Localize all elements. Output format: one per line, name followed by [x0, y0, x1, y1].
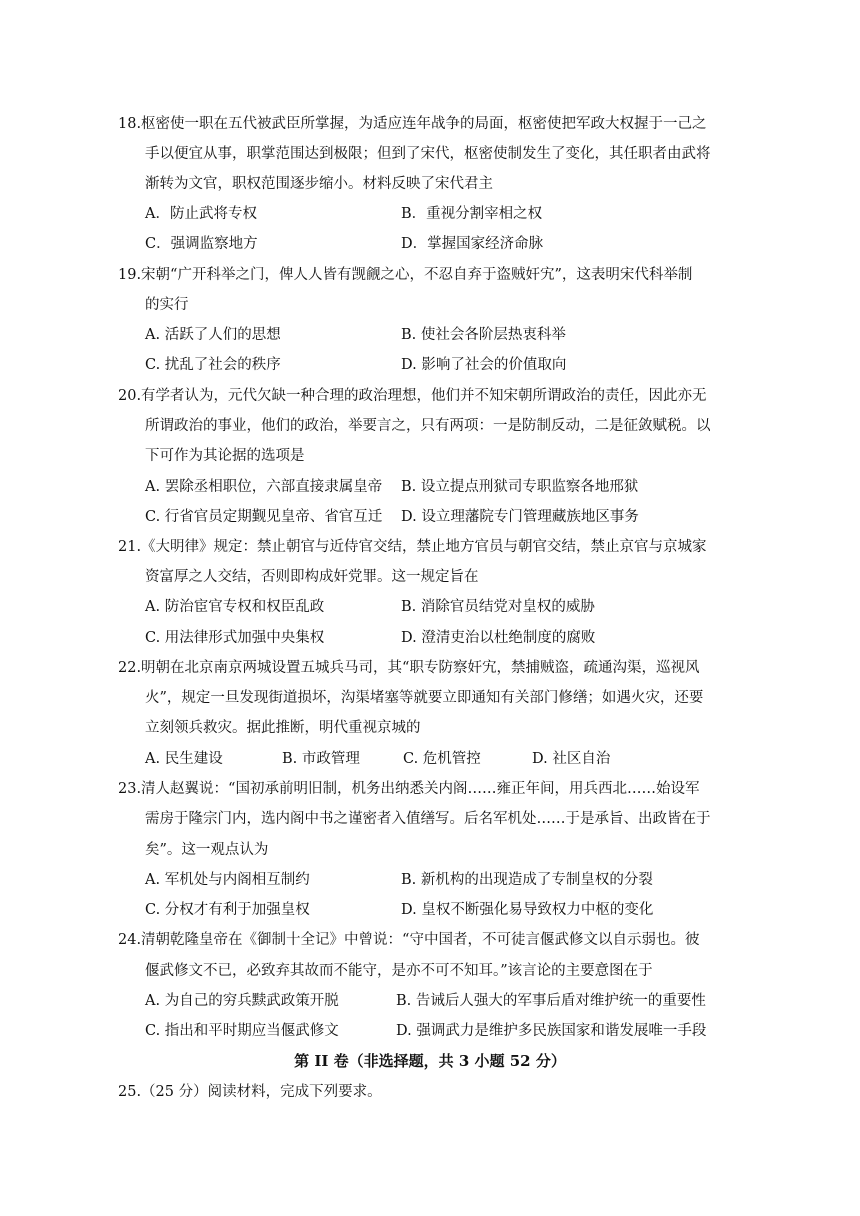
- option-c: C. 用法律形式加强中央集权: [145, 630, 325, 646]
- question-stem: 偃武修文不已，必致弃其故而不能守，是亦不可不知耳。”该言论的主要意图在于: [145, 963, 653, 979]
- option-a: A. 民生建设: [145, 751, 223, 767]
- option-c: C. 指出和平时期应当偃武修文: [145, 1023, 339, 1039]
- question-stem: 渐转为文官，职权范围逐步缩小。材料反映了宋代君主: [145, 176, 493, 192]
- question-stem: 20.有学者认为，元代欠缺一种合理的政治理想，他们并不知宋朝所谓政治的责任，因此亦无: [118, 388, 707, 404]
- option-a: A．防止武将专权: [145, 206, 257, 222]
- option-c: C. 扰乱了社会的秩序: [145, 357, 281, 373]
- question-stem: 24.清朝乾隆皇帝在《御制十全记》中曾说：“守中国者，不可徒言偃武修文以自示弱也。彼: [118, 932, 700, 948]
- question-stem: 23.清人赵翼说：“国初承前明旧制，机务出纳悉关内阁……雍正年间，用兵西北……始设军: [118, 781, 700, 797]
- question-stem: 19.宋朝“广开科举之门，俾人人皆有觊觎之心，不忍自弃于盗贼奸宄”，这表明宋代科举制: [118, 267, 693, 283]
- option-b: B. 设立提点刑狱司专职监察各地邢狱: [401, 479, 639, 495]
- question-stem: 所谓政治的事业，他们的政治，举要言之，只有两项：一是防制反动，二是征敛赋税。以: [145, 418, 711, 434]
- option-b: B. 使社会各阶层热衷科举: [401, 327, 566, 343]
- question-25: 25.（25 分）阅读材料，完成下列要求。: [118, 1084, 382, 1100]
- question-stem: 22.明朝在北京南京两城设置五城兵马司，其“职专防察奸宄，禁捕贼盗，疏通沟渠，巡视风: [118, 660, 700, 676]
- question-stem: 需房于隆宗门内，选内阁中书之谨密者入值缮写。后名军机处……于是承旨、出政皆在于: [145, 811, 711, 827]
- option-a: A. 罢除丞相职位，六部直接隶属皇帝: [145, 479, 383, 495]
- section-title: 第 II 卷（非选择题，共 3 小题 52 分）: [294, 1052, 566, 1070]
- option-d: D. 影响了社会的价值取向: [401, 357, 567, 373]
- question-stem: 下可作为其论据的选项是: [145, 448, 305, 464]
- question-stem: 18.枢密使一职在五代被武臣所掌握，为适应连年战争的局面，枢密使把军政大权握于一己之: [118, 116, 707, 132]
- option-d: D. 皇权不断强化易导致权力中枢的变化: [401, 902, 654, 918]
- option-a: A. 军机处与内阁相互制约: [145, 872, 310, 888]
- option-d: D. 强调武力是维护多民族国家和谐发展唯一手段: [396, 1023, 707, 1039]
- question-stem: 手以便宜从事，职掌范围达到极限；但到了宋代，枢密使制发生了变化，其任职者由武将: [145, 146, 711, 162]
- question-stem: 资富厚之人交结，否则即构成奸党罪。这一规定旨在: [145, 569, 479, 585]
- option-b: B. 告诫后人强大的军事后盾对维护统一的重要性: [396, 993, 706, 1009]
- option-b: B. 消除官员结党对皇权的威胁: [401, 599, 595, 615]
- option-b: B．重视分割宰相之权: [401, 206, 543, 222]
- option-d: D. 社区自治: [532, 751, 611, 767]
- option-b: B. 新机构的出现造成了专制皇权的分裂: [401, 872, 653, 888]
- question-stem: 21.《大明律》规定：禁止朝官与近侍官交结，禁止地方官员与朝官交结，禁止京官与京城家: [118, 539, 707, 555]
- option-c: C．强调监察地方: [145, 236, 258, 252]
- option-c: C. 危机管控: [403, 751, 481, 767]
- question-stem: 立刻领兵救灾。据此推断，明代重视京城的: [145, 720, 421, 736]
- question-stem: 火”，规定一旦发现街道损坏，沟渠堵塞等就要立即通知有关部门修缮；如遇火灾，还要: [145, 690, 704, 706]
- option-c: C. 分权才有利于加强皇权: [145, 902, 310, 918]
- option-d: D. 澄清吏治以杜绝制度的腐败: [401, 630, 596, 646]
- option-a: A. 活跃了人们的思想: [145, 327, 281, 343]
- option-d: D. 设立理藩院专门管理藏族地区事务: [401, 509, 639, 525]
- question-stem: 的实行: [145, 297, 189, 313]
- option-c: C. 行省官员定期觐见皇帝、省官互迁: [145, 509, 383, 525]
- option-d: D．掌握国家经济命脉: [401, 236, 544, 252]
- option-a: A. 为自己的穷兵黩武政策开脱: [145, 993, 339, 1009]
- option-a: A. 防治宦官专权和权臣乱政: [145, 599, 325, 615]
- question-stem: 矣”。这一观点认为: [145, 842, 269, 858]
- option-b: B. 市政管理: [282, 751, 360, 767]
